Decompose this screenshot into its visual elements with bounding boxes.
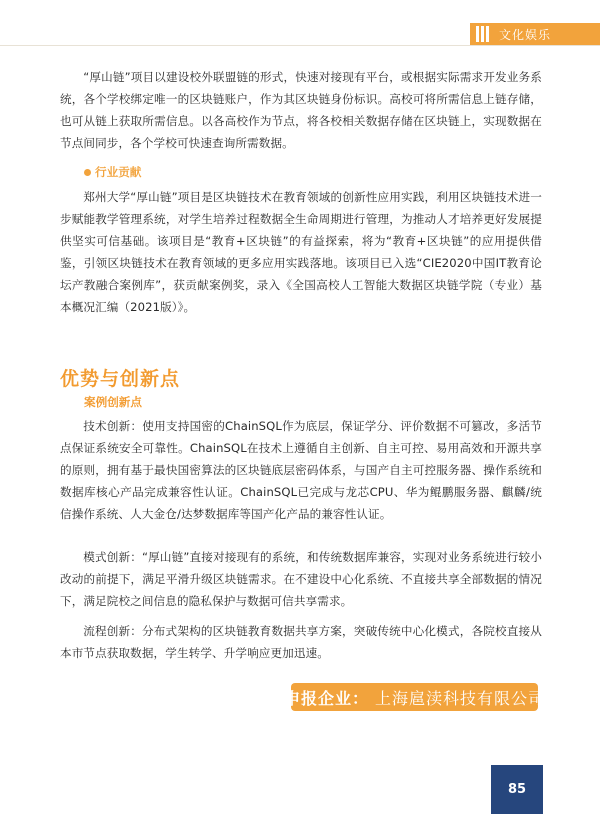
- process-innovation-paragraph: 流程创新：分布式架构的区块链教育数据共享方案，突破传统中心化模式，各院校直接从本市节点获取数据，学生转学、升学响应更加迅速。: [60, 624, 542, 660]
- intro-paragraph: “厚山链”项目以建设校外联盟链的形式，快速对接现有平台，或根据实际需求开发业务系统，各个学校绑定唯一的区块链账户，作为其区块链身份标识。高校可将所需信息上链存储，也可从链上获取所需信息。以各高校作为节点，将各校相关数据存储在区块链上，实现数据在节点间同步，各个学校可快速查询所需数据。: [60, 70, 542, 150]
- advantages-title: 优势与创新点: [60, 368, 181, 390]
- mode-innovation-paragraph: 模式创新：“厚山链”直接对接现有的系统，和传统数据库兼容，实现对业务系统进行较小改动的前提下，满足平滑升级区块链需求。在不建设中心化系统、不直接共享全部数据的情况下，满足院校之间信息的隐私保护与数据可信共享需求。: [60, 550, 542, 608]
- industry-heading-text: 行业贡献: [95, 165, 142, 179]
- industry-heading: [84, 164, 141, 180]
- stripes-icon: [476, 26, 489, 42]
- section-tag-label: 文化娱乐: [499, 27, 552, 42]
- company-banner: [283, 683, 546, 711]
- company-name: 上海扈渎科技有限公司: [375, 688, 546, 708]
- section-tag: [470, 23, 600, 45]
- industry-paragraph: 郑州大学“厚山链”项目是区块链技术在教育领域的创新性应用实践，利用区块链技术进一步赋能教学管理系统，对学生培养过程数据全生命周期进行管理，为推动人才培养更好发展提供坚实可信基础。该项目是“教育+区块链”的有益探索，将为“教育+区块链”的应用提供借鉴，引领区块链技术在教育领域的更多应用实践落地。该项目已入选“CIE2020中国IT教育论坛产教融合案例库”，获贡献案例奖，录入《全国高校人工智能大数据区块链学院（专业）基本概况汇编（2021版）》。: [60, 190, 542, 314]
- innovation-subtitle: 案例创新点: [84, 395, 142, 409]
- tech-innovation-paragraph: 技术创新：使用支持国密的ChainSQL作为底层，保证学分、评价数据不可篡改，多活节点保证系统安全可靠性。ChainSQL在技术上遵循自主创新、自主可控、易用高效和开源共享的原则，拥有基于最快国密算法的区块链底层密码体系，与国产自主可控服务器、操作系统和数据库核心产品完成兼容性认证。ChainSQL已完成与龙芯CPU、华为鲲鹏服务器、麒麟/统信操作系统、人大金仓/达梦数据库等国产化产品的兼容性认证。: [60, 419, 542, 521]
- page-number: 85: [491, 765, 543, 814]
- company-label: 申报企业：: [283, 688, 369, 708]
- bullet-dot-icon: [84, 169, 91, 176]
